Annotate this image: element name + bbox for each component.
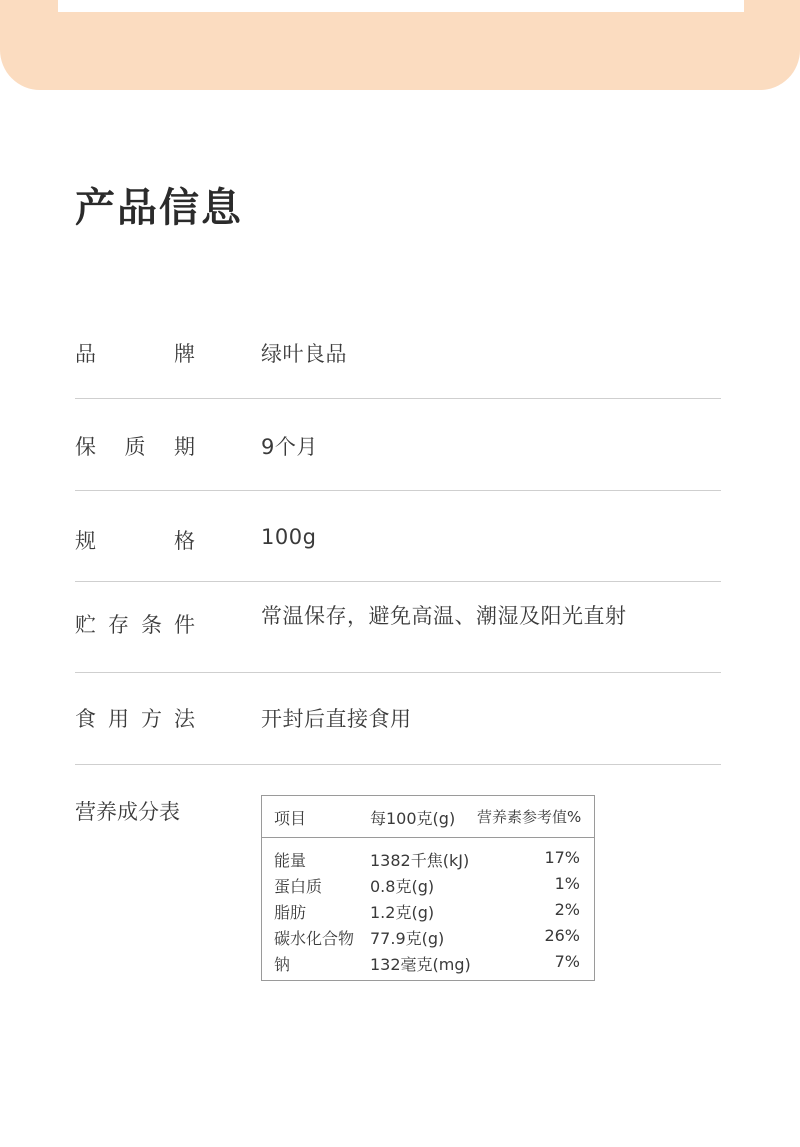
nutrient-amount: 1382千焦(kJ): [370, 851, 470, 870]
nutrient-name: 碳水化合物: [274, 929, 355, 948]
header-nrv: 营养素参考值%: [477, 808, 582, 826]
nutrient-name: 脂肪: [274, 903, 307, 922]
divider: [75, 581, 721, 582]
info-label-spec: 规 格: [75, 529, 195, 553]
nutrient-name: 钠: [274, 955, 291, 974]
nutrient-amount: 0.8克(g): [370, 877, 435, 896]
info-value-brand: 绿叶良品: [261, 342, 347, 366]
header-item: 项目: [274, 809, 307, 828]
header-per-100g: 每100克(g): [370, 809, 456, 828]
top-accent-band: [0, 0, 800, 90]
nutrient-amount: 77.9克(g): [370, 929, 445, 948]
nutrient-nrv: 7%: [554, 952, 580, 971]
nutrient-nrv: 17%: [544, 848, 580, 867]
divider: [75, 398, 721, 399]
info-label-shelf-life: 保 质 期: [75, 435, 195, 459]
info-value-storage: 常温保存，避免高温、潮湿及阳光直射: [261, 604, 627, 628]
nutrient-name: 能量: [274, 851, 307, 870]
nutrient-amount: 132毫克(mg): [370, 955, 471, 974]
top-card-edge: [58, 0, 744, 12]
divider: [75, 764, 721, 765]
nutrition-table-header: [262, 796, 594, 838]
info-label-storage: 贮 存 条 件: [75, 613, 195, 637]
info-label-usage: 食 用 方 法: [75, 707, 195, 731]
nutrient-nrv: 1%: [554, 874, 580, 893]
nutrition-label: 营养成分表: [75, 800, 180, 824]
nutrient-nrv: 2%: [554, 900, 580, 919]
nutrition-table: [261, 795, 595, 981]
info-label-brand: 品 牌: [75, 342, 195, 366]
divider: [75, 672, 721, 673]
info-value-shelf-life: 9个月: [261, 435, 318, 459]
info-value-usage: 开封后直接食用: [261, 707, 412, 731]
nutrient-nrv: 26%: [544, 926, 580, 945]
section-title: 产品信息: [75, 185, 243, 231]
divider: [75, 490, 721, 491]
nutrient-amount: 1.2克(g): [370, 903, 435, 922]
info-value-spec: 100g: [261, 525, 317, 549]
nutrient-name: 蛋白质: [274, 877, 323, 896]
